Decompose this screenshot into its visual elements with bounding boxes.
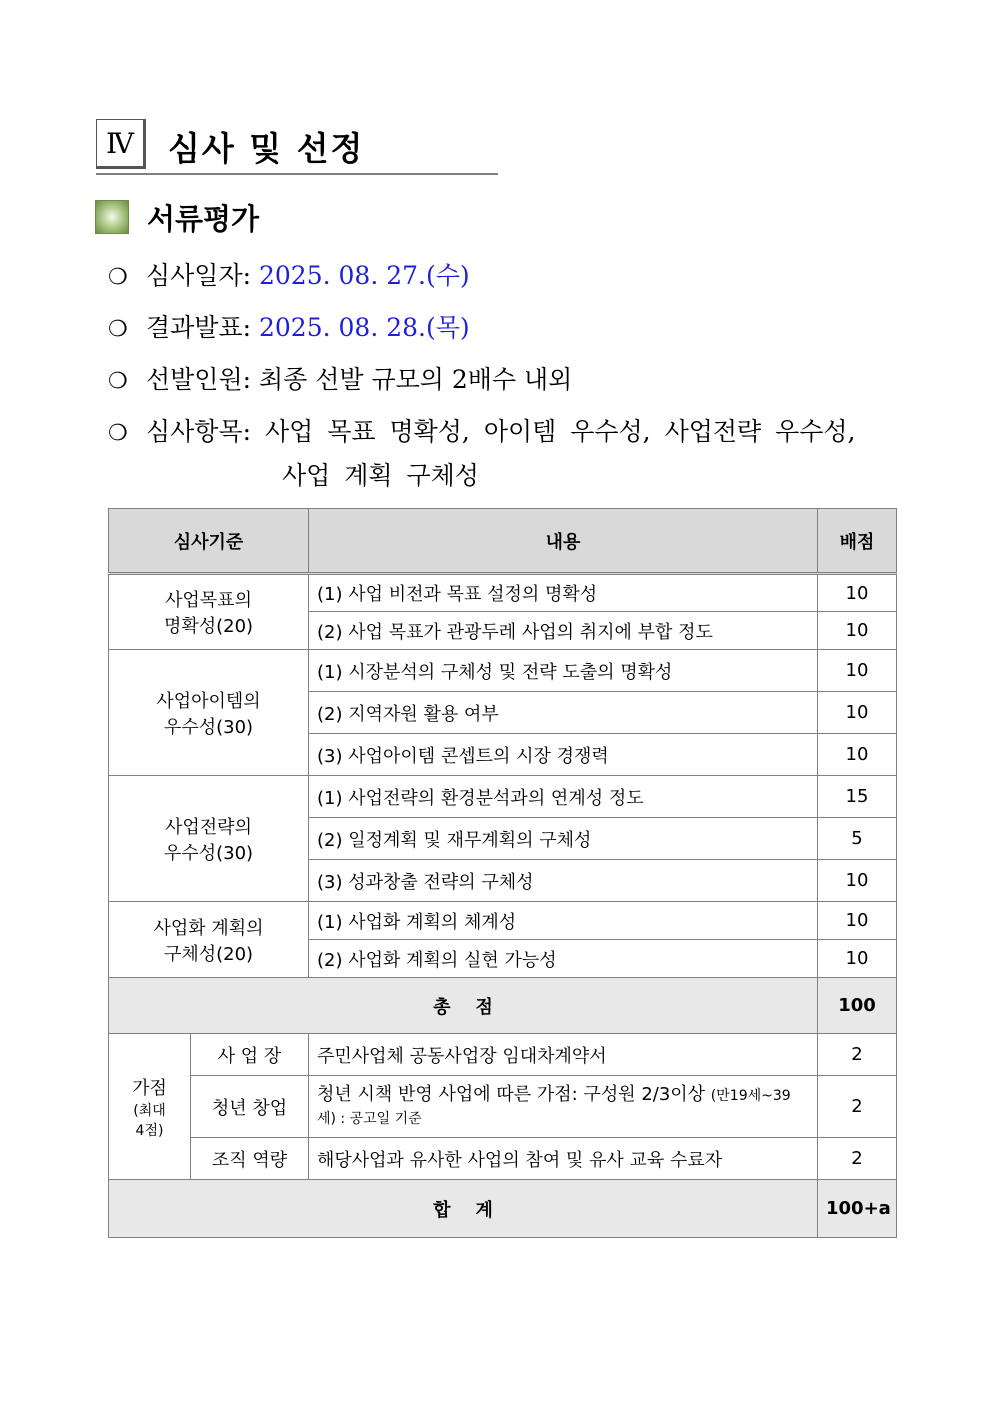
content-cell xyxy=(309,1076,818,1138)
section-title: 심사 및 선정 xyxy=(168,129,365,168)
table-row xyxy=(109,1138,897,1180)
total-score: 100+a xyxy=(818,1180,897,1238)
score-cell: 10 xyxy=(818,650,897,692)
table-row xyxy=(109,650,897,692)
content-cell: (1) 사업화 계획의 체계성 xyxy=(309,902,818,940)
criteria-cell xyxy=(109,574,309,650)
content-cell: (3) 성과창출 전략의 구체성 xyxy=(309,860,818,902)
subtotal-label: 총 점 xyxy=(109,978,818,1034)
total-row xyxy=(109,1180,897,1238)
score-cell: 10 xyxy=(818,940,897,978)
criteria-name: 사업아이템의 xyxy=(156,690,261,712)
criteria-name: 사업전략의 xyxy=(165,816,252,838)
bullet-review-items xyxy=(108,412,856,448)
score-cell: 10 xyxy=(818,612,897,650)
circle-bullet-icon: ❍ xyxy=(108,369,128,394)
content-cell: (1) 사업전략의 환경분석과의 연계성 정도 xyxy=(309,776,818,818)
score-cell: 10 xyxy=(818,902,897,940)
subtotal-row xyxy=(109,978,897,1034)
bonus-note: (만19세~39세) : 공고일 기준 xyxy=(317,1088,791,1127)
score-cell: 10 xyxy=(818,692,897,734)
bonus-limit: 4점) xyxy=(135,1122,164,1139)
score-cell: 2 xyxy=(818,1138,897,1180)
header-content: 내용 xyxy=(309,509,818,574)
criteria-cell xyxy=(109,650,309,776)
bonus-name-cell: 조직 역량 xyxy=(191,1138,309,1180)
bonus-name-cell: 청년 창업 xyxy=(191,1076,309,1138)
section-header xyxy=(96,119,498,175)
circle-bullet-icon: ❍ xyxy=(108,265,128,290)
square-bullet-icon xyxy=(95,200,129,234)
content-cell: (2) 사업 목표가 관광두레 사업의 취지에 부합 정도 xyxy=(309,612,818,650)
bullet-label: 선발인원: xyxy=(146,365,259,394)
bullet-selection-count xyxy=(108,360,572,396)
content-cell: 해당사업과 유사한 사업의 참여 및 유사 교육 수료자 xyxy=(309,1138,818,1180)
criteria-weight: 구체성(20) xyxy=(163,943,254,965)
bonus-label: 가점 xyxy=(132,1077,167,1099)
content-cell: (1) 사업 비전과 목표 설정의 명확성 xyxy=(309,574,818,612)
bonus-limit: (최대 xyxy=(133,1102,166,1119)
subsection-title: 서류평가 xyxy=(147,202,260,236)
bullet-label: 결과발표: xyxy=(146,313,259,342)
bonus-text: 청년 시책 반영 사업에 따른 가점: 구성원 2/3이상 xyxy=(317,1084,711,1105)
bullet-value: 최종 선발 규모의 2배수 내외 xyxy=(258,365,573,394)
bonus-name-cell: 사 업 장 xyxy=(191,1034,309,1076)
content-cell: (2) 일정계획 및 재무계획의 구체성 xyxy=(309,818,818,860)
bullet-review-items-continuation: 사업 계획 구체성 xyxy=(282,461,479,490)
score-cell: 15 xyxy=(818,776,897,818)
total-label: 합 계 xyxy=(109,1180,818,1238)
bullet-label: 심사일자: xyxy=(146,261,259,290)
subtotal-score: 100 xyxy=(818,978,897,1034)
header-criteria: 심사기준 xyxy=(109,509,309,574)
score-cell: 2 xyxy=(818,1076,897,1138)
circle-bullet-icon: ❍ xyxy=(108,317,128,342)
table-row xyxy=(109,574,897,612)
bullet-label: 심사항목: xyxy=(146,417,265,446)
section-number: Ⅳ xyxy=(96,119,146,169)
content-cell: (3) 사업아이템 콘셉트의 시장 경쟁력 xyxy=(309,734,818,776)
content-cell: 주민사업체 공동사업장 임대차계약서 xyxy=(309,1034,818,1076)
bullet-value: 사업 목표 명확성, 아이템 우수성, 사업전략 우수성, xyxy=(264,417,856,446)
score-cell: 2 xyxy=(818,1034,897,1076)
bullet-value: 2025. 08. 28.(목) xyxy=(258,313,470,342)
score-cell: 10 xyxy=(818,734,897,776)
score-cell: 10 xyxy=(818,574,897,612)
criteria-cell xyxy=(109,776,309,902)
criteria-weight: 우수성(30) xyxy=(163,842,254,864)
table-row xyxy=(109,1076,897,1138)
header-score: 배점 xyxy=(818,509,897,574)
criteria-name: 사업목표의 xyxy=(165,590,252,611)
table-row xyxy=(109,776,897,818)
score-cell: 5 xyxy=(818,818,897,860)
table-row xyxy=(109,1034,897,1076)
circle-bullet-icon: ❍ xyxy=(108,421,128,446)
criteria-weight: 우수성(30) xyxy=(163,716,254,738)
content-cell: (2) 사업화 계획의 실현 가능성 xyxy=(309,940,818,978)
criteria-cell xyxy=(109,902,309,978)
table-header-row xyxy=(109,509,897,574)
bullet-result-date xyxy=(108,308,470,344)
criteria-name: 사업화 계획의 xyxy=(153,917,264,939)
evaluation-table xyxy=(108,508,897,1238)
bonus-label-cell xyxy=(109,1034,191,1180)
bullet-value: 2025. 08. 27.(수) xyxy=(258,261,470,290)
bullet-review-date xyxy=(108,256,470,292)
score-cell: 10 xyxy=(818,860,897,902)
content-cell: (2) 지역자원 활용 여부 xyxy=(309,692,818,734)
table-row xyxy=(109,902,897,940)
criteria-weight: 명확성(20) xyxy=(163,616,254,637)
content-cell: (1) 시장분석의 구체성 및 전략 도출의 명확성 xyxy=(309,650,818,692)
